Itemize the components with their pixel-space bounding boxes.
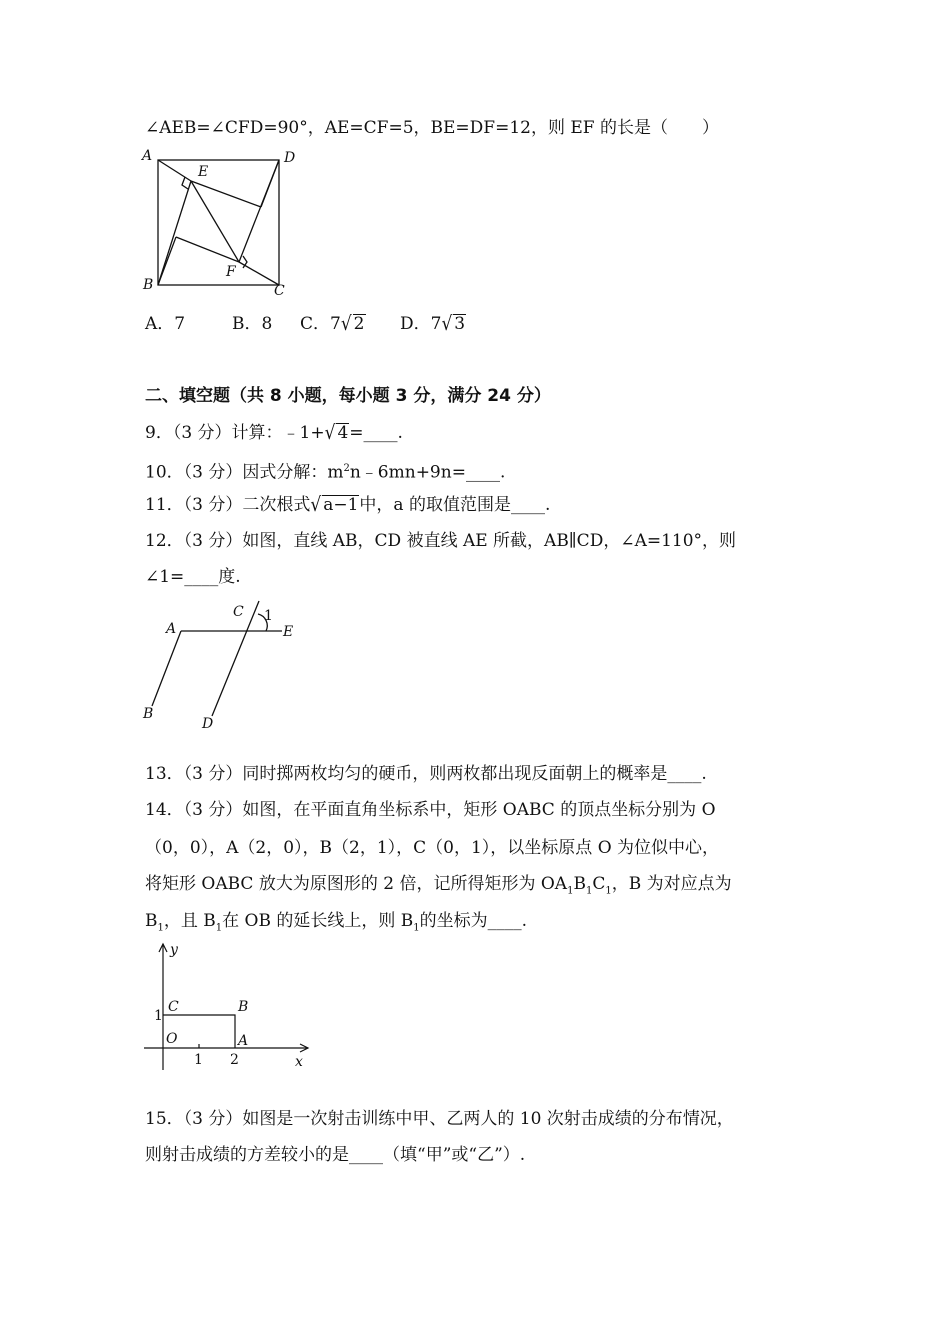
q8-figure — [140, 148, 310, 298]
q12-line-ab — [152, 631, 181, 706]
q12-figure — [140, 598, 310, 733]
q8-square — [158, 160, 279, 285]
q8-choice-d: D．7√ 3 — [400, 312, 466, 336]
q11-prefix: 11．（3 分）二次根式 — [145, 495, 311, 515]
q14-tick-2x-label: 2 — [230, 1052, 239, 1068]
q8-choice-d-prefix: D．7 — [400, 314, 442, 334]
q14-label-b: B — [238, 999, 249, 1015]
q10-prefix: 10．（3 分）因式分解：m — [145, 462, 344, 483]
section-heading: 二、填空题（共 8 小题，每小题 3 分，满分 24 分） — [145, 386, 551, 406]
q15-line2: 则射击成绩的方差较小的是____（填“甲”或“乙”）. — [145, 1145, 526, 1165]
q9-suffix: =____. — [349, 423, 403, 443]
q8-label-f: F — [226, 264, 236, 280]
q12-label-1: 1 — [264, 608, 273, 624]
q8-label-b: B — [143, 277, 154, 293]
q14-graph — [140, 940, 320, 1075]
q10 — [145, 457, 505, 485]
q8-label-e: E — [198, 164, 209, 180]
q9-prefix: 9．（3 分）计算：﹣1+ — [145, 423, 325, 443]
q11-radicand: a−1 — [323, 495, 359, 515]
q8-choice-d-radicand: 3 — [454, 314, 466, 334]
q13: 13．（3 分）同时掷两枚均匀的硬币，则两枚都出现反面朝上的概率是____. — [145, 764, 707, 784]
q12-label-b: B — [143, 706, 154, 722]
q11-suffix: 中，a 的取值范围是____. — [359, 495, 551, 515]
q14-line2: （0，0），A（2，0），B（2，1），C（0，1），以坐标原点 O 为位似中心， — [145, 838, 720, 858]
q10-sup: 2 — [343, 463, 350, 474]
q14-label-a: A — [238, 1033, 249, 1049]
q14-line1: 14．（3 分）如图，在平面直角坐标系中，矩形 OABC 的顶点坐标分别为 O — [145, 800, 716, 820]
q8-seg-be — [158, 181, 191, 285]
q11: 11．（3 分）二次根式√ a−1中，a 的取值范围是____. — [145, 493, 551, 517]
q12-label-a: A — [166, 621, 177, 637]
q8-choice-a: A．7 — [145, 314, 186, 334]
q14-tick-1x-label: 1 — [194, 1052, 203, 1068]
q8-choice-c-radicand: 2 — [353, 314, 365, 334]
q8-choice-b: B．8 — [232, 314, 273, 334]
q8-choice-c: C．7√ 2 — [300, 312, 365, 336]
q14-label-c: C — [168, 999, 179, 1015]
q14-label-x: x — [295, 1054, 303, 1070]
q14-label-o: O — [166, 1031, 178, 1047]
q12-line1: 12．（3 分）如图，直线 AB，CD 被直线 AE 所截，AB∥CD，∠A=110°，则 — [145, 531, 737, 551]
q14-tick-1y-label: 1 — [154, 1008, 163, 1024]
q12-label-d: D — [202, 716, 214, 732]
q14-label-y: y — [170, 942, 178, 958]
q8-label-a: A — [142, 148, 153, 164]
q8-seg-ae — [158, 160, 191, 181]
q8-choice-c-prefix: C．7 — [300, 314, 341, 334]
q14-line4: $B_1$，且 $B_1$在 OB 的延长线上，则 $B_1$的坐标为____. — [145, 911, 528, 934]
q12-label-e: E — [283, 624, 294, 640]
q8-label-c: C — [274, 283, 285, 299]
q8-seg-left-f — [176, 237, 239, 262]
q8-seg-df — [239, 160, 279, 262]
q9: 9．（3 分）计算：﹣1+√ 4=____. — [145, 421, 403, 445]
q12-label-c: C — [233, 604, 244, 620]
q9-radicand: 4 — [337, 423, 349, 443]
q8-seg-e-right — [191, 181, 261, 207]
q15-line1: 15．（3 分）如图是一次射击训练中甲、乙两人的 10 次射击成绩的分布情况， — [145, 1109, 734, 1129]
q8-seg-ef — [191, 181, 239, 262]
q14-line3: 将矩形 OABC 放大为原图形的 2 倍，记所得矩形为 $OA_1B_1C_1$，B 为对应点为 — [145, 874, 732, 897]
q10-suffix: n﹣6mn+9n=____. — [349, 462, 506, 483]
q8-label-d: D — [284, 150, 296, 166]
q12-line2: ∠1=____度. — [145, 567, 241, 587]
q8-seg-left-inner — [158, 237, 176, 285]
q8-stem: ∠AEB=∠CFD=90°，AE=CF=5，BE=DF=12，则 EF 的长是（ ） — [145, 118, 719, 138]
